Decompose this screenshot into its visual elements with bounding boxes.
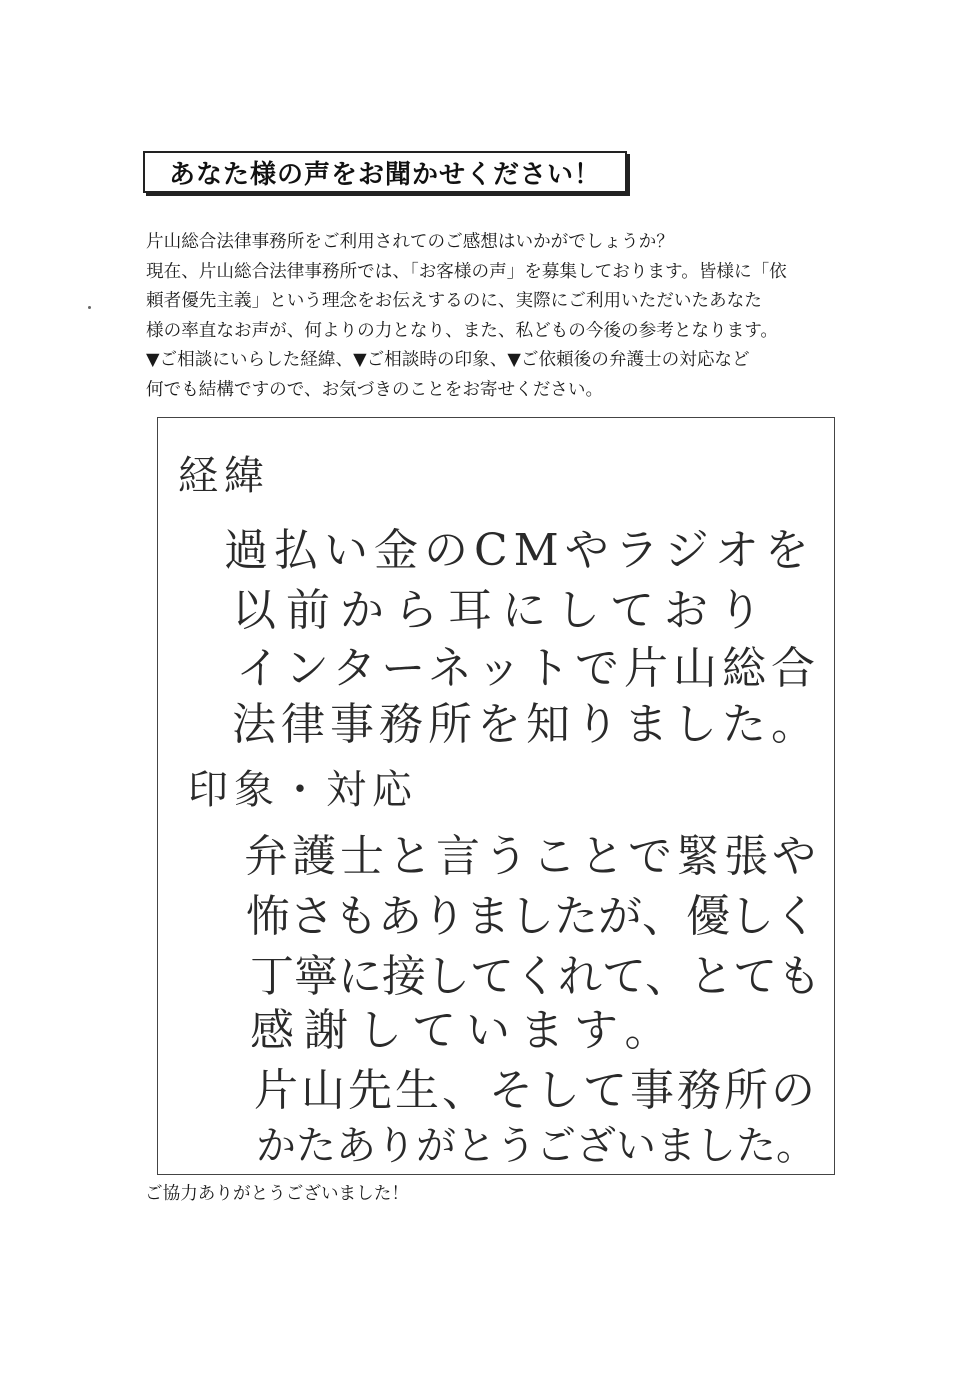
intro-line: 様の率直なお声が、何よりの力となり、また、私どもの今後の参考となります。 [146,320,778,341]
handwritten-line: 怖さもありましたが、優しく [246,891,818,942]
intro-line: ▼ご相談にいらした経緯、▼ご相談時の印象、▼ご依頼後の弁護士の対応など [146,350,750,370]
intro-line: 何でも結構ですので、お気づきのことをお寄せください。 [146,379,604,400]
intro-line: 現在、片山総合法律事務所では、「お客様の声」を募集しております。皆様に「依 [146,261,787,282]
title-banner [143,151,627,193]
heading-impression: 印象・対応 [188,767,418,813]
intro-line: 頼者優先主義」という理念をお伝えするのに、実際にご利用いただいたあなた [146,291,762,311]
handwritten-line: かたありがとうございました。 [256,1123,816,1169]
handwritten-line: 法律事務所を知りました。 [232,699,820,750]
intro-paragraph [146,228,846,405]
handwritten-line: 以前から耳にしており [232,585,772,636]
handwritten-response-box [157,417,835,1175]
scan-speck [88,306,91,309]
handwritten-line: インターネットで片山総合 [236,643,821,694]
handwritten-line: 過払い金のCMやラジオを [224,525,815,576]
heading-background: 経緯 [178,453,270,499]
closing-thanks: ご協力ありがとうございました！ [145,1184,409,1204]
page-title: あなた様の声をお聞かせください！ [168,159,601,190]
handwritten-line: 丁寧に接してくれて、とても [250,951,822,1002]
handwritten-line: 片山先生、そして事務所の [254,1065,818,1116]
handwritten-line: 感謝しています。 [250,1005,679,1056]
intro-line: 片山総合法律事務所をご利用されてのご感想はいかがでしょうか？ [146,232,674,252]
handwritten-line: 弁護士と言うことで緊張や [244,831,820,882]
